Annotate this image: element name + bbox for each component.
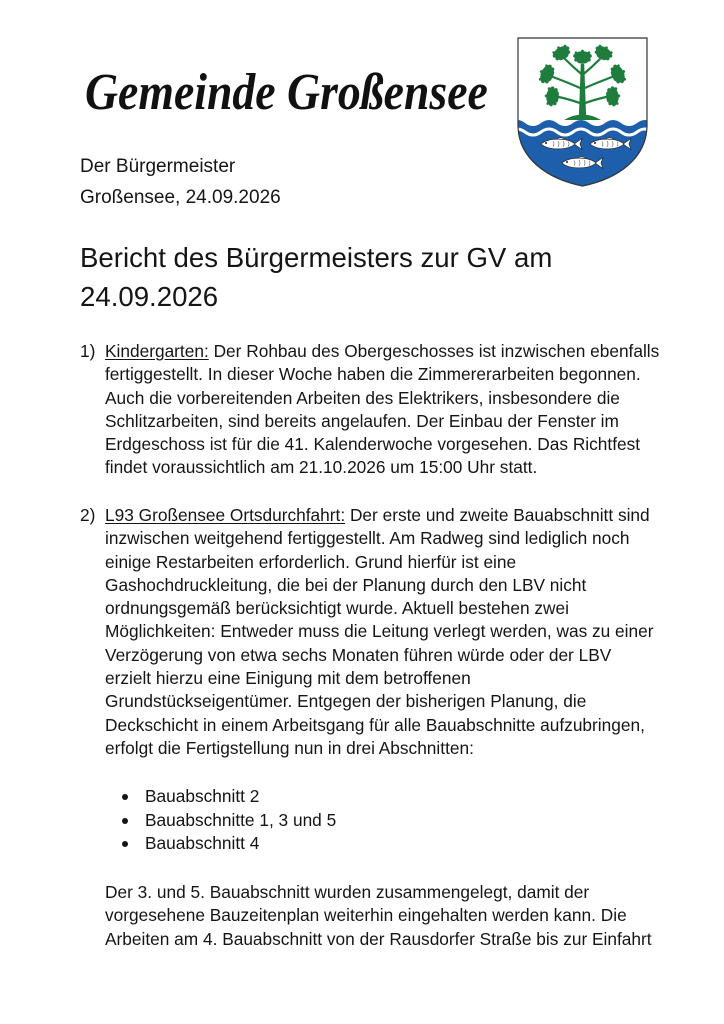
water-icon (517, 120, 648, 187)
item-line: inzwischen weitgehend fertiggestellt. Am Radweg sind lediglich noch (105, 528, 630, 549)
item-line: erfolgt die Fertigstellung nun in drei Abschnitten: (105, 737, 474, 758)
list-item (145, 809, 336, 833)
item-paragraph (105, 881, 652, 951)
coat-of-arms-icon (517, 37, 648, 187)
list-item-text: Bauabschnitte 1, 3 und 5 (145, 809, 337, 830)
item-number: 2) (80, 505, 96, 525)
item-topic: Kindergarten: (105, 341, 209, 361)
bullet-list (145, 785, 336, 856)
municipality-name: Gemeinde Großensee (85, 64, 488, 121)
place-date: Großensee, 24.09.2026 (80, 187, 281, 208)
item-line: Möglichkeiten: Entweder muss die Leitung verlegt werden, was zu einer (105, 621, 654, 642)
item-line: Grundstückseigentümer. Entgegen der bisherigen Planung, die (105, 691, 587, 712)
item-line: Erdgeschoss ist für die 41. Kalenderwoche vorgesehen. Das Richtfest (105, 434, 641, 455)
bullet-marker (122, 818, 128, 824)
item-line: erzielt hierzu eine Einigung mit dem betroffenen (105, 668, 471, 689)
report-title-line: 24.09.2026 (80, 280, 219, 312)
agenda-item-kindergarten (80, 340, 659, 480)
item-number: 1) (80, 341, 96, 361)
item-line: ordnungsgemäß berücksichtigt wurde. Aktuell bestehen zwei (105, 598, 569, 619)
bullet-marker (122, 794, 128, 800)
item-line: Auch die vorbereitenden Arbeiten des Elektrikers, insbesondere die (105, 387, 620, 408)
list-item-text: Bauabschnitt 2 (145, 786, 260, 806)
bullet-marker (122, 841, 128, 847)
paragraph-line: Arbeiten am 4. Bauabschnitt von der Rausdorfer Straße bis zur Einfahrt (105, 928, 652, 949)
sender-block (80, 151, 281, 213)
sender-title: Der Bürgermeister (80, 156, 236, 177)
item-line: Verzögerung von etwa sechs Monaten führen würde oder der LBV (105, 644, 612, 665)
list-item (145, 785, 336, 809)
item-line: fertiggestellt. In dieser Woche haben die Zimmererarbeiten begonnen. (105, 364, 641, 385)
item-line: Gashochdruckleitung, die bei der Planung durch den LBV nicht (105, 574, 587, 595)
item-line: Deckschicht in einem Arbeitsgang für alle Bauabschnitte aufzubringen, (105, 714, 645, 735)
report-title (80, 239, 552, 316)
agenda-item-l93 (80, 504, 654, 760)
item-topic: L93 Großensee Ortsdurchfahrt: (105, 505, 346, 525)
item-line-text: Der erste und zweite Bauabschnitt sind (349, 505, 650, 525)
report-title-line: Bericht des Bürgermeisters zur GV am (80, 242, 553, 273)
item-line (105, 504, 654, 527)
item-line-text: Der Rohbau des Obergeschosses ist inzwischen ebenfalls (213, 341, 660, 361)
paragraph-line: Der 3. und 5. Bauabschnitt wurden zusammengelegt, damit der (105, 882, 590, 902)
paragraph-line: vorgesehene Bauzeitenplan weiterhin eingehalten werden kann. Die (105, 905, 627, 926)
item-line: Schlitzarbeiten, sind bereits angelaufen. Der Einbau der Fenster im (105, 410, 619, 431)
item-line (105, 340, 659, 363)
item-line: einige Restarbeiten erforderlich. Grund hierfür ist eine (105, 551, 517, 572)
list-item-text: Bauabschnitt 4 (145, 833, 260, 853)
list-item (145, 832, 336, 856)
item-line: findet voraussichtlich am 21.10.2026 um 15:00 Uhr statt. (105, 457, 538, 478)
